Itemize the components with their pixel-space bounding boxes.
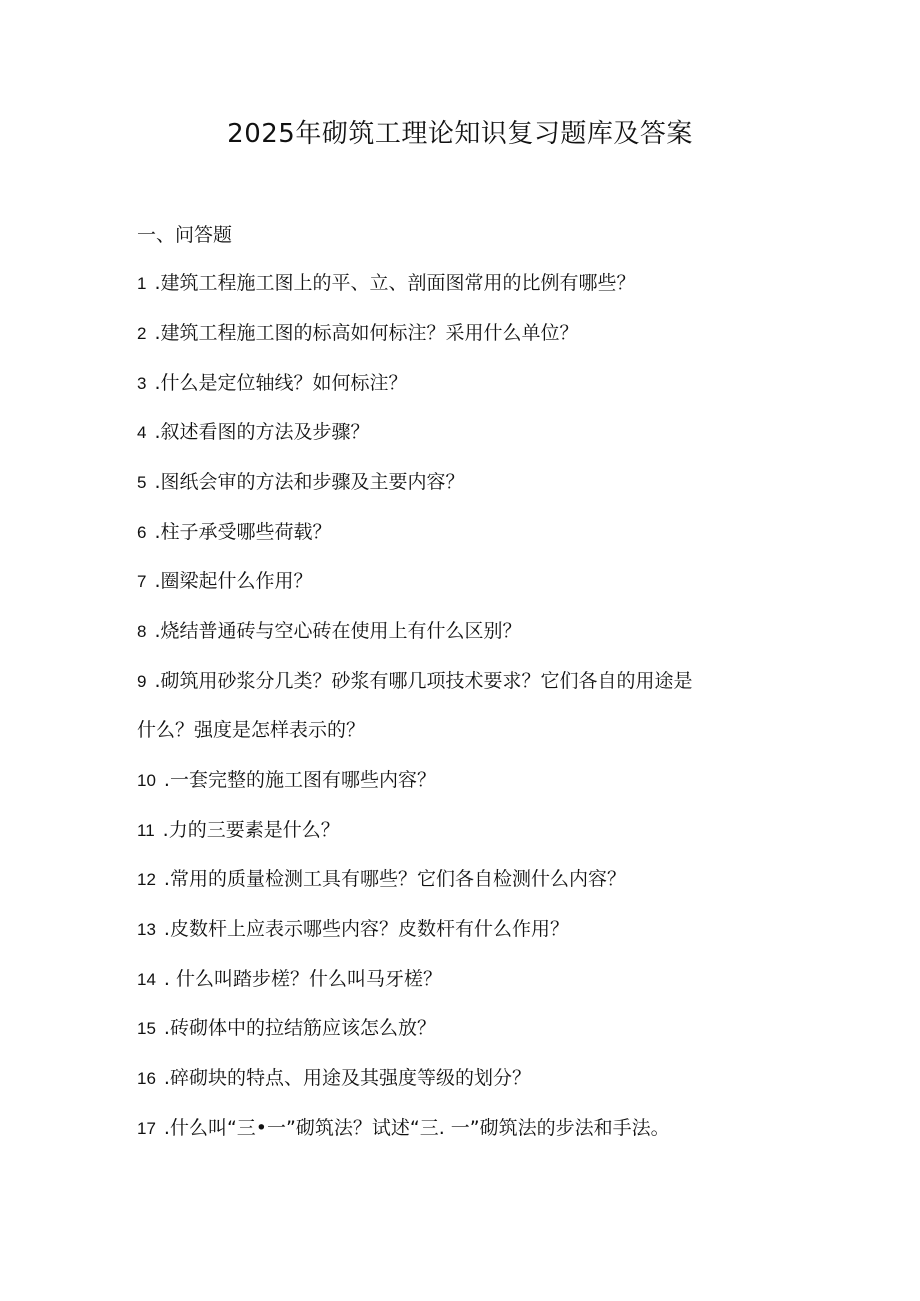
question-number: 6 (137, 523, 147, 542)
question-number: 8 (137, 622, 147, 641)
question-number: 14 (137, 970, 156, 989)
question-number: 15 (137, 1019, 156, 1038)
question-item (137, 815, 787, 846)
question-item (137, 964, 787, 995)
question-item (137, 666, 787, 697)
question-text: .叙述看图的方法及步骤？ (154, 421, 370, 443)
question-number: 9 (137, 672, 147, 691)
question-number: 10 (137, 771, 156, 790)
question-number: 4 (137, 423, 147, 442)
question-item (137, 467, 787, 498)
question-text: .皮数杆上应表示哪些内容？皮数杆有什么作用？ (163, 918, 569, 940)
question-item (137, 864, 787, 895)
question-text-continuation: 什么？强度是怎样表示的？ (137, 719, 366, 741)
question-number: 2 (137, 324, 147, 343)
question-number: 1 (137, 274, 147, 293)
question-number: 3 (137, 374, 147, 393)
question-text: .建筑工程施工图上的平、立、剖面图常用的比例有哪些？ (154, 272, 636, 294)
question-number: 11 (137, 821, 155, 840)
question-item (137, 1113, 787, 1144)
question-text: .力的三要素是什么？ (162, 819, 340, 841)
question-text: .碎砌块的特点、用途及其强度等级的划分？ (163, 1067, 531, 1089)
question-text: .圈梁起什么作用？ (154, 570, 313, 592)
question-item (137, 318, 787, 349)
question-item (137, 268, 787, 299)
question-item (137, 417, 787, 448)
section-heading: 一、问答题 (137, 224, 233, 246)
question-item (137, 914, 787, 945)
question-text: .什么叫“三•一”砌筑法？试述“三. 一”砌筑法的步法和手法。 (163, 1117, 670, 1139)
question-continuation (137, 715, 787, 745)
question-item (137, 566, 787, 597)
question-number: 12 (137, 870, 156, 889)
question-text: .烧结普通砖与空心砖在使用上有什么区别？ (154, 620, 522, 642)
question-number: 13 (137, 920, 156, 939)
question-number: 7 (137, 572, 147, 591)
question-text: .一套完整的施工图有哪些内容？ (163, 769, 436, 791)
question-item (137, 517, 787, 548)
question-number: 17 (137, 1119, 156, 1138)
question-text: .砖砌体中的拉结筋应该怎么放？ (163, 1017, 436, 1039)
question-number: 5 (137, 473, 147, 492)
question-text: .什么是定位轴线？如何标注？ (154, 372, 408, 394)
question-number: 16 (137, 1069, 156, 1088)
question-item (137, 616, 787, 647)
question-text: .建筑工程施工图的标高如何标注？采用什么单位？ (154, 322, 579, 344)
question-item (137, 1063, 787, 1094)
document-title: 2025年砌筑工理论知识复习题库及答案 (227, 119, 693, 149)
question-text: .砌筑用砂浆分几类？砂浆有哪几项技术要求？它们各自的用途是 (154, 670, 693, 692)
question-item (137, 368, 787, 399)
question-item (137, 1013, 787, 1044)
question-text: .柱子承受哪些荷载？ (154, 521, 332, 543)
question-text: . 什么叫踏步槎？什么叫马牙槎？ (163, 968, 443, 990)
question-item (137, 765, 787, 796)
question-text: .图纸会审的方法和步骤及主要内容？ (154, 471, 465, 493)
question-text: .常用的质量检测工具有哪些？它们各自检测什么内容？ (163, 868, 626, 890)
